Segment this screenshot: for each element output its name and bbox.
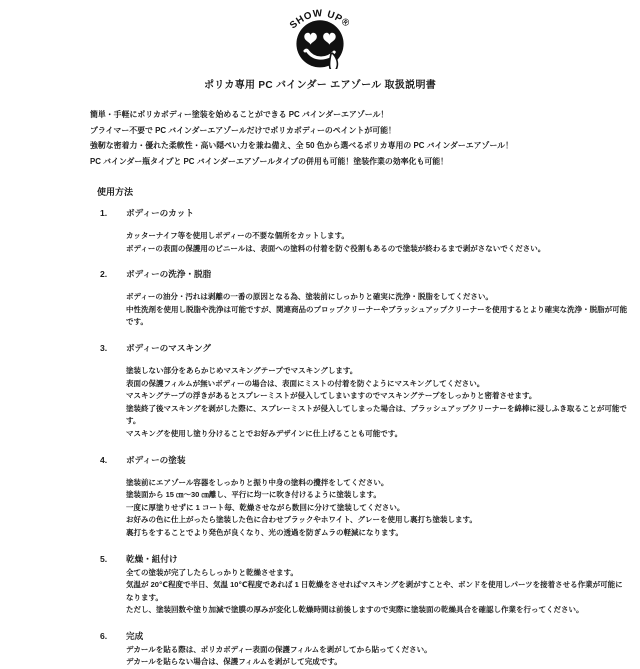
body-line: マスキングを使用し塗り分けることでお好みデザインに仕上げることも可能です。 <box>126 428 403 438</box>
smiley-heart-eyes-icon <box>280 3 360 69</box>
body-line: 気温が 20℃程度で半日、気温 10℃程度であれば 1 日乾燥をさせればマスキングを剥がすことや、ボンドを使用しパーツを接着させる作業が可能になります。 <box>126 580 623 602</box>
intro-line: 簡単・手軽にポリカボディー塗装を始めることができる PC バインダーエアゾール！ <box>90 110 389 119</box>
section-number: 4. <box>100 454 108 465</box>
intro-line: PC バインダー瓶タイプと PC バインダーエアゾールタイプの併用も可能！塗装作業の効率化も可能！ <box>90 156 449 166</box>
section-lines <box>126 291 628 329</box>
usage-sections <box>100 207 628 669</box>
body-line: デカールを貼らない場合は、保護フィルムを剥がして完成です。 <box>126 657 342 667</box>
body-line: 表面の保護フィルムが無いボディーの場合は、表面にミストの付着を防ぐようにマスキングしてください。 <box>126 378 485 388</box>
section-lines <box>126 230 628 255</box>
section-number: 3. <box>100 342 108 353</box>
section-lines <box>126 365 628 441</box>
doc-title: ポリカ専用 PC バインダー エアゾール 取扱説明書 <box>203 80 437 91</box>
body-line: デカールを貼る際は、ポリカボディー表面の保護フィルムを剥がしてから貼ってください。 <box>126 644 432 654</box>
section-heading: 完成 <box>126 630 144 641</box>
section-heading: ボディーの洗浄・脱脂 <box>126 269 212 280</box>
section-heading-row <box>100 630 610 642</box>
showup-logo <box>0 3 640 74</box>
body-line: 全ての塗装が完了したらしっかりと乾燥させます。 <box>126 567 298 577</box>
logo-arc-text: SHOW UP® <box>287 8 352 32</box>
intro-paragraph <box>90 107 610 169</box>
intro-line: 強靭な密着力・優れた柔軟性・高い隠ぺい力を兼ね備え、全 50 色から選べるポリカ専用の PC バインダーエアゾール！ <box>90 141 513 150</box>
section-heading: ボディーのマスキング <box>126 342 211 353</box>
body-line: お好みの色に仕上がったら塗装した色に合わせブラックやホワイト、グレーを使用し裏打ち塗装します。 <box>126 515 477 525</box>
body-line: ただし、塗装回数や塗り加減で塗膜の厚みが変化し乾燥時間は前後しますので実際に塗装面の乾燥具合を確認し作業を行ってください。 <box>126 605 584 615</box>
section-number: 2. <box>100 269 108 280</box>
section-finish <box>100 630 610 669</box>
section-body-cut <box>100 207 610 255</box>
body-line: 塗装面から 15 ㎝～30 ㎝離し、平行に均一に吹き付けるように塗装します。 <box>126 490 381 500</box>
body-line: 中性洗剤を使用し脱脂や洗浄は可能ですが、関連商品のプロップクリーナーやブラッシュアップクリーナーを使用するとより確実な洗浄・脱脂が可能です。 <box>126 304 628 327</box>
body-line: 裏打ちをすることでより発色が良くなり、光の透過を防ぎムラの軽減になります。 <box>126 527 403 537</box>
section-lines <box>126 567 628 617</box>
section-heading-row <box>100 342 610 354</box>
section-number: 1. <box>100 208 108 218</box>
body-line: カッターナイフ等を使用しボディーの不要な個所をカットします。 <box>126 231 349 240</box>
section-lines <box>126 477 628 540</box>
section-heading-row <box>100 268 610 280</box>
section-masking <box>100 342 627 441</box>
section-heading-row <box>100 454 610 466</box>
section-number: 6. <box>100 630 108 641</box>
body-line: 塗装終了後マスキングを剥がした際に、スプレーミストが侵入してしまった場合は、ブラッシュアップクリーナーを綿棒に浸しふき取ることが可能です。 <box>126 403 627 426</box>
body-line: ボディーの表面の保護用のビニールは、表面への塗料の付着を防ぐ役割もあるので塗装が終わるまで剥がさないでください。 <box>126 243 546 253</box>
section-heading: 乾燥・組付け <box>126 553 178 564</box>
section-lines <box>126 644 628 669</box>
section-number: 5. <box>100 553 108 564</box>
body-line: 塗装前にエアゾール容器をしっかりと振り中身の塗料の攪拌をしてください。 <box>126 477 389 487</box>
body-line: 一度に厚塗りせずに 1 コート毎、乾燥させながら数回に分けて塗装してください。 <box>126 502 405 512</box>
section-heading: ボディーのカット <box>126 208 194 218</box>
body-line: ボディーの油分・汚れは剥離の一番の原因となる為、塗装前にしっかりと確実に洗浄・脱脂をしてください。 <box>126 292 493 302</box>
section-drying-assembly <box>100 553 623 617</box>
section-heading-row <box>100 207 610 219</box>
section-painting <box>100 454 610 540</box>
intro-line: プライマー不要で PC バインダーエアゾールだけでポリカボディーのペイントが可能！ <box>90 125 396 135</box>
body-line: 塗装しない部分をあらかじめマスキングテープでマスキングします。 <box>126 365 358 375</box>
usage-header: 使用方法 <box>97 187 134 197</box>
body-line: マスキングテープの浮きがあるとスプレーミストが侵入してしまいますのでマスキングテープをしっかりと密着させます。 <box>126 391 537 401</box>
section-heading: ボディーの塗装 <box>126 454 186 465</box>
section-heading-row <box>100 553 610 565</box>
section-wash-degrease <box>100 268 628 329</box>
